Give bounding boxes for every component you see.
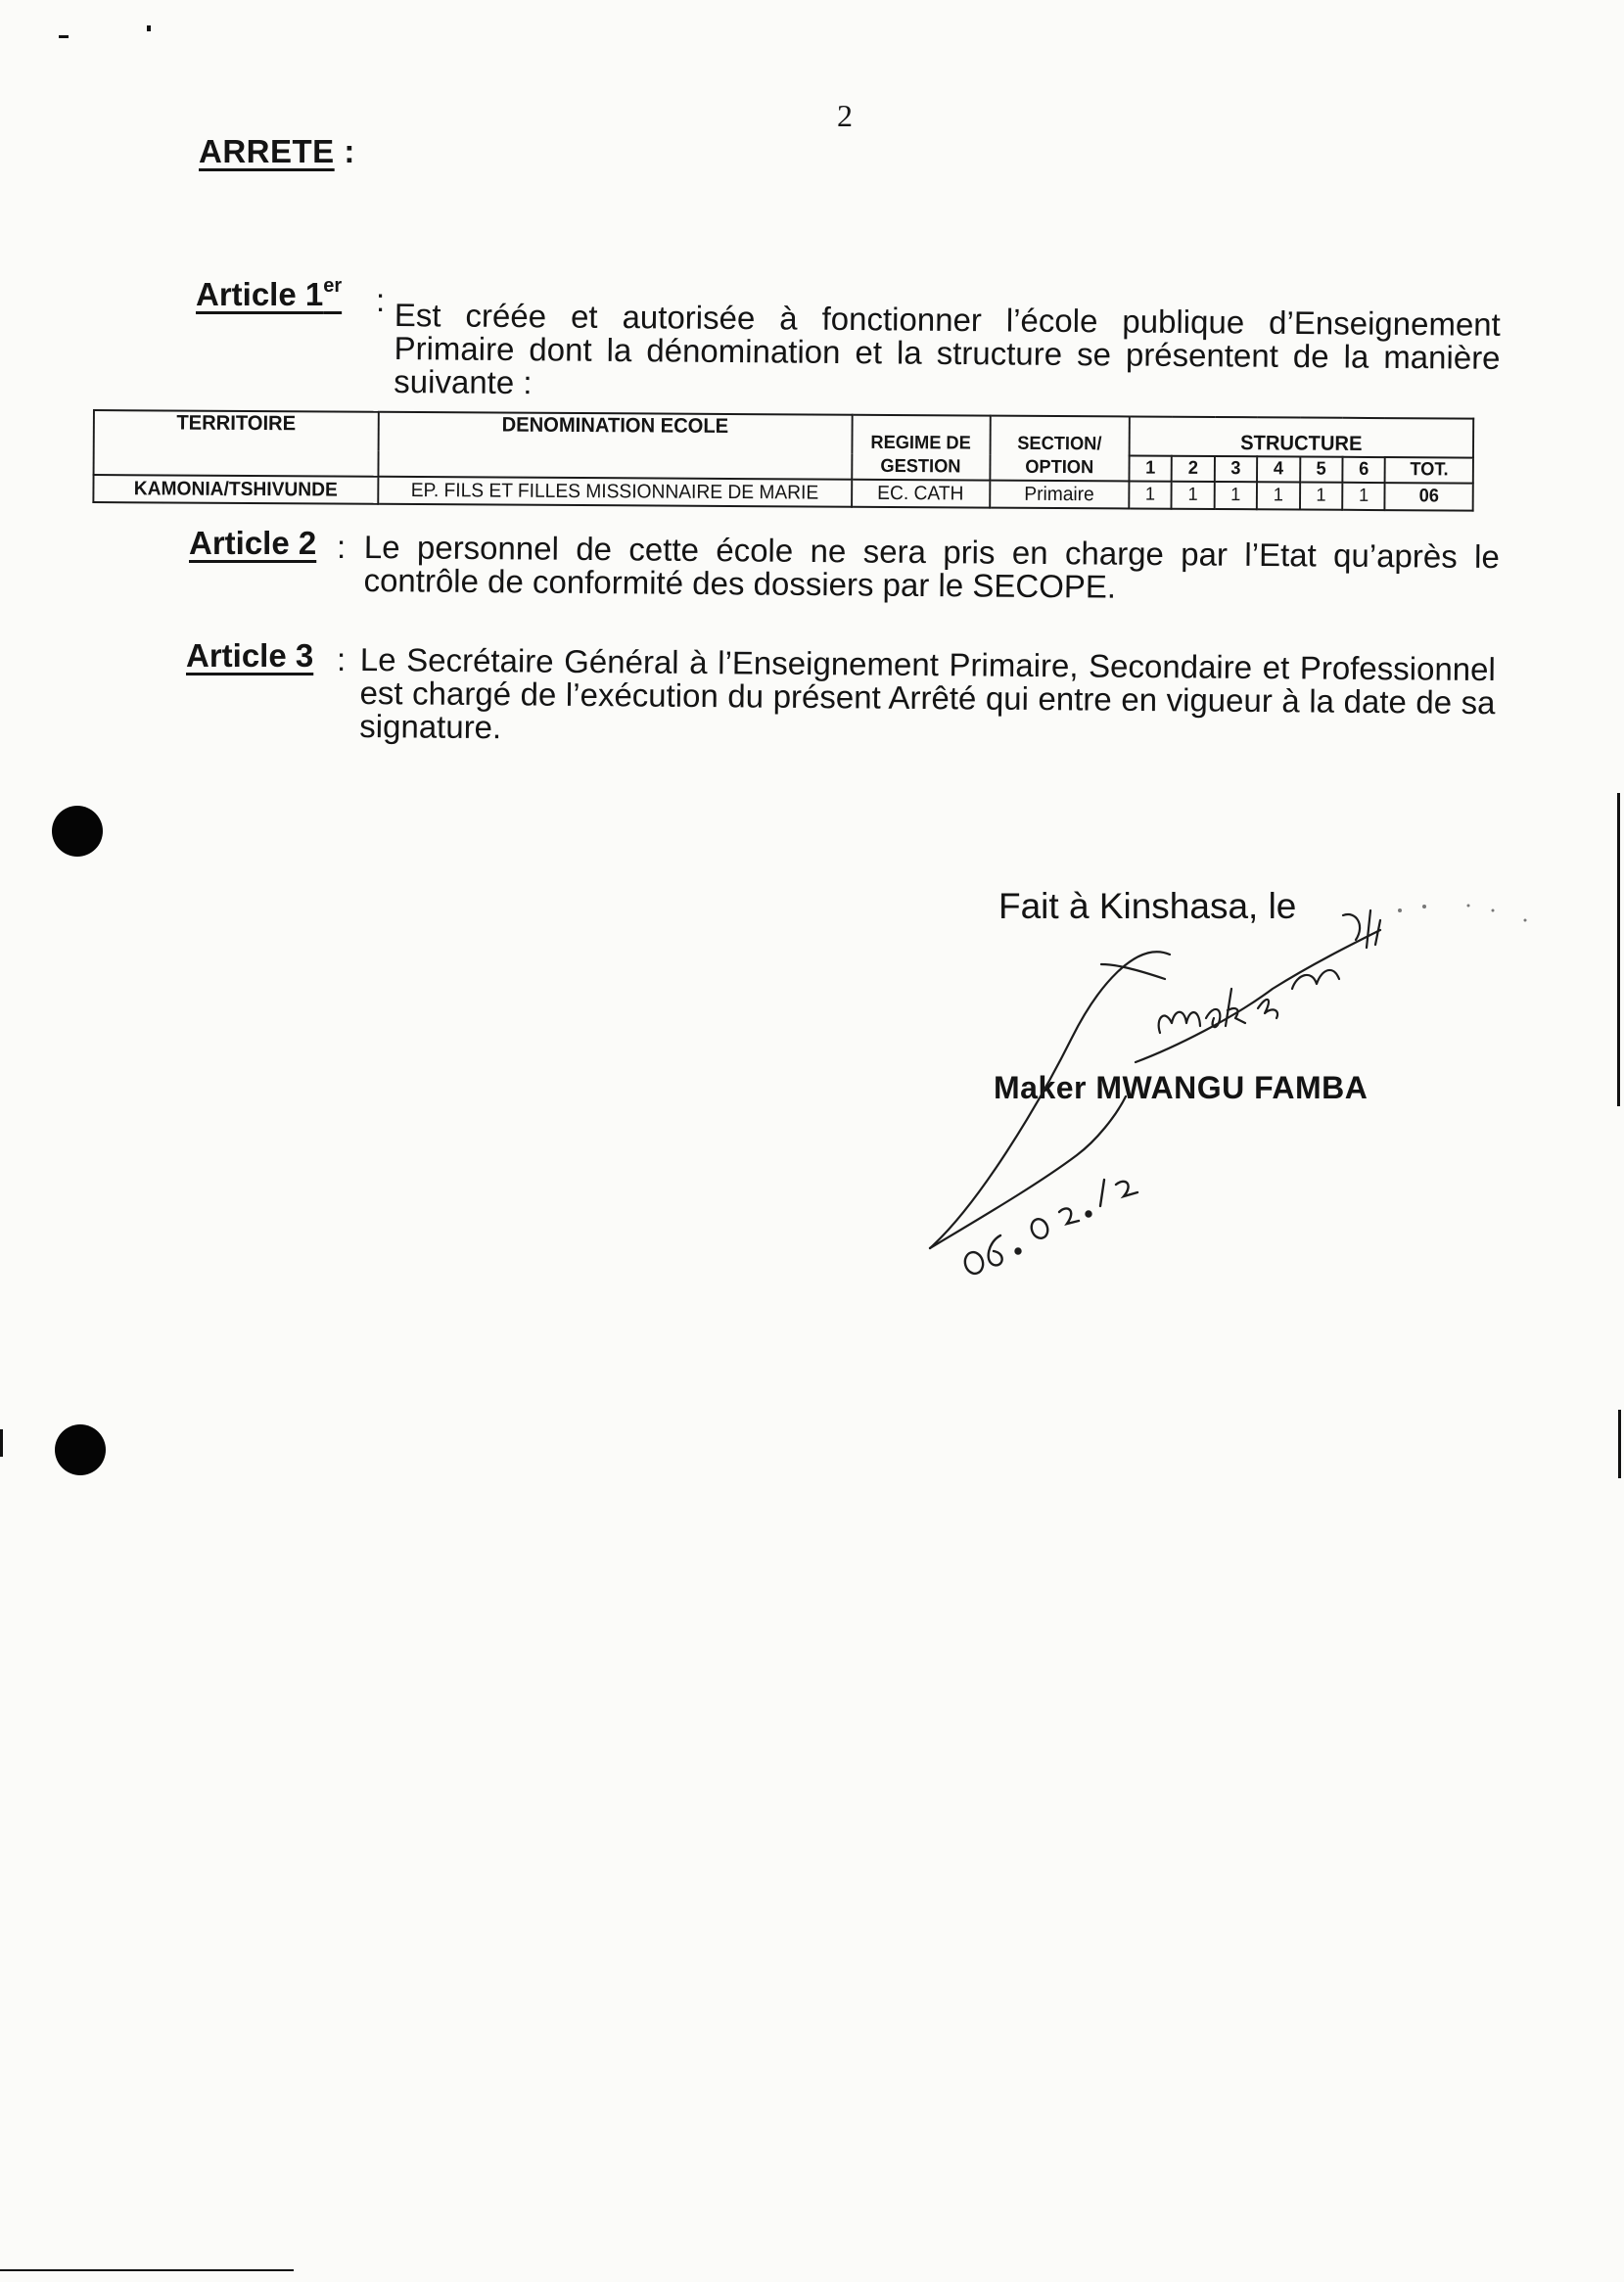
- article-1-label-text: Article 1: [196, 276, 324, 312]
- cell-structure-2: 1: [1172, 482, 1215, 509]
- header-structure: STRUCTURE: [1129, 416, 1473, 457]
- header-denomination: DENOMINATION ECOLE: [378, 412, 852, 480]
- heading-text: ARRETE: [199, 133, 335, 169]
- structure-col-3: 3: [1215, 456, 1258, 482]
- article-2-colon: :: [337, 529, 347, 565]
- cell-structure-tot: 06: [1385, 483, 1473, 511]
- scan-speck-top-left: [59, 35, 69, 38]
- scan-edge-left: [0, 1429, 3, 1457]
- cell-structure-5: 1: [1300, 483, 1343, 510]
- scan-edge-right-upper: [1617, 793, 1620, 1106]
- article-3-label-text: Article 3: [186, 637, 314, 674]
- structure-col-6: 6: [1342, 457, 1385, 483]
- signatory-name: Maker MWANGU FAMBA: [994, 1070, 1369, 1105]
- header-section: SECTION/ OPTION: [990, 416, 1130, 482]
- cell-structure-3: 1: [1214, 482, 1257, 509]
- cell-structure-6: 1: [1342, 483, 1385, 510]
- article-1-colon: :: [376, 282, 386, 318]
- article-2-text: Le personnel de cette école ne sera pris en charge par l’Etat qu’après le contrôle de conformité des dossiers par le SECOPE.: [363, 529, 1500, 605]
- cell-regime: EC. CATH: [852, 480, 990, 508]
- structure-col-2: 2: [1172, 456, 1215, 482]
- cell-structure-1: 1: [1129, 481, 1172, 508]
- structure-col-5: 5: [1300, 457, 1343, 483]
- header-territoire: TERRITOIRE: [94, 410, 379, 477]
- scan-speck-top: [147, 25, 151, 31]
- article-2-label-text: Article 2: [189, 525, 317, 561]
- article-1-label-sup: er: [323, 275, 343, 297]
- article-3-colon: :: [337, 641, 347, 677]
- scan-edge-bottom: [0, 2269, 294, 2271]
- punch-hole-bottom: [55, 1424, 106, 1475]
- cell-territoire: KAMONIA/TSHIVUNDE: [93, 475, 378, 504]
- cell-denomination: EP. FILS ET FILLES MISSIONNAIRE DE MARIE: [378, 477, 852, 507]
- structure-col-tot: TOT.: [1385, 457, 1473, 484]
- punch-hole-top: [52, 806, 103, 857]
- place-date-line: Fait à Kinshasa, le: [998, 886, 1297, 926]
- cell-structure-4: 1: [1257, 482, 1300, 509]
- scan-edge-right-lower: [1618, 1410, 1621, 1478]
- header-regime: REGIME DE GESTION: [852, 415, 990, 481]
- article-1-text: Est créée et autorisée à fonctionner l’école publique d’Enseignement Primaire dont la dénomination et la structure se présentent de la manière suivante :: [394, 297, 1501, 401]
- article-3-text: Le Secrétaire Général à l’Enseignement Primaire, Secondaire et Professionnel est chargé de l’exécution du présent Arrêté qui entre en vigueur à la date de sa signature.: [359, 641, 1496, 746]
- heading-suffix: :: [334, 133, 355, 169]
- structure-col-4: 4: [1257, 456, 1300, 482]
- page-number: 2: [837, 98, 853, 133]
- structure-col-1: 1: [1129, 455, 1172, 481]
- cell-section: Primaire: [990, 481, 1130, 509]
